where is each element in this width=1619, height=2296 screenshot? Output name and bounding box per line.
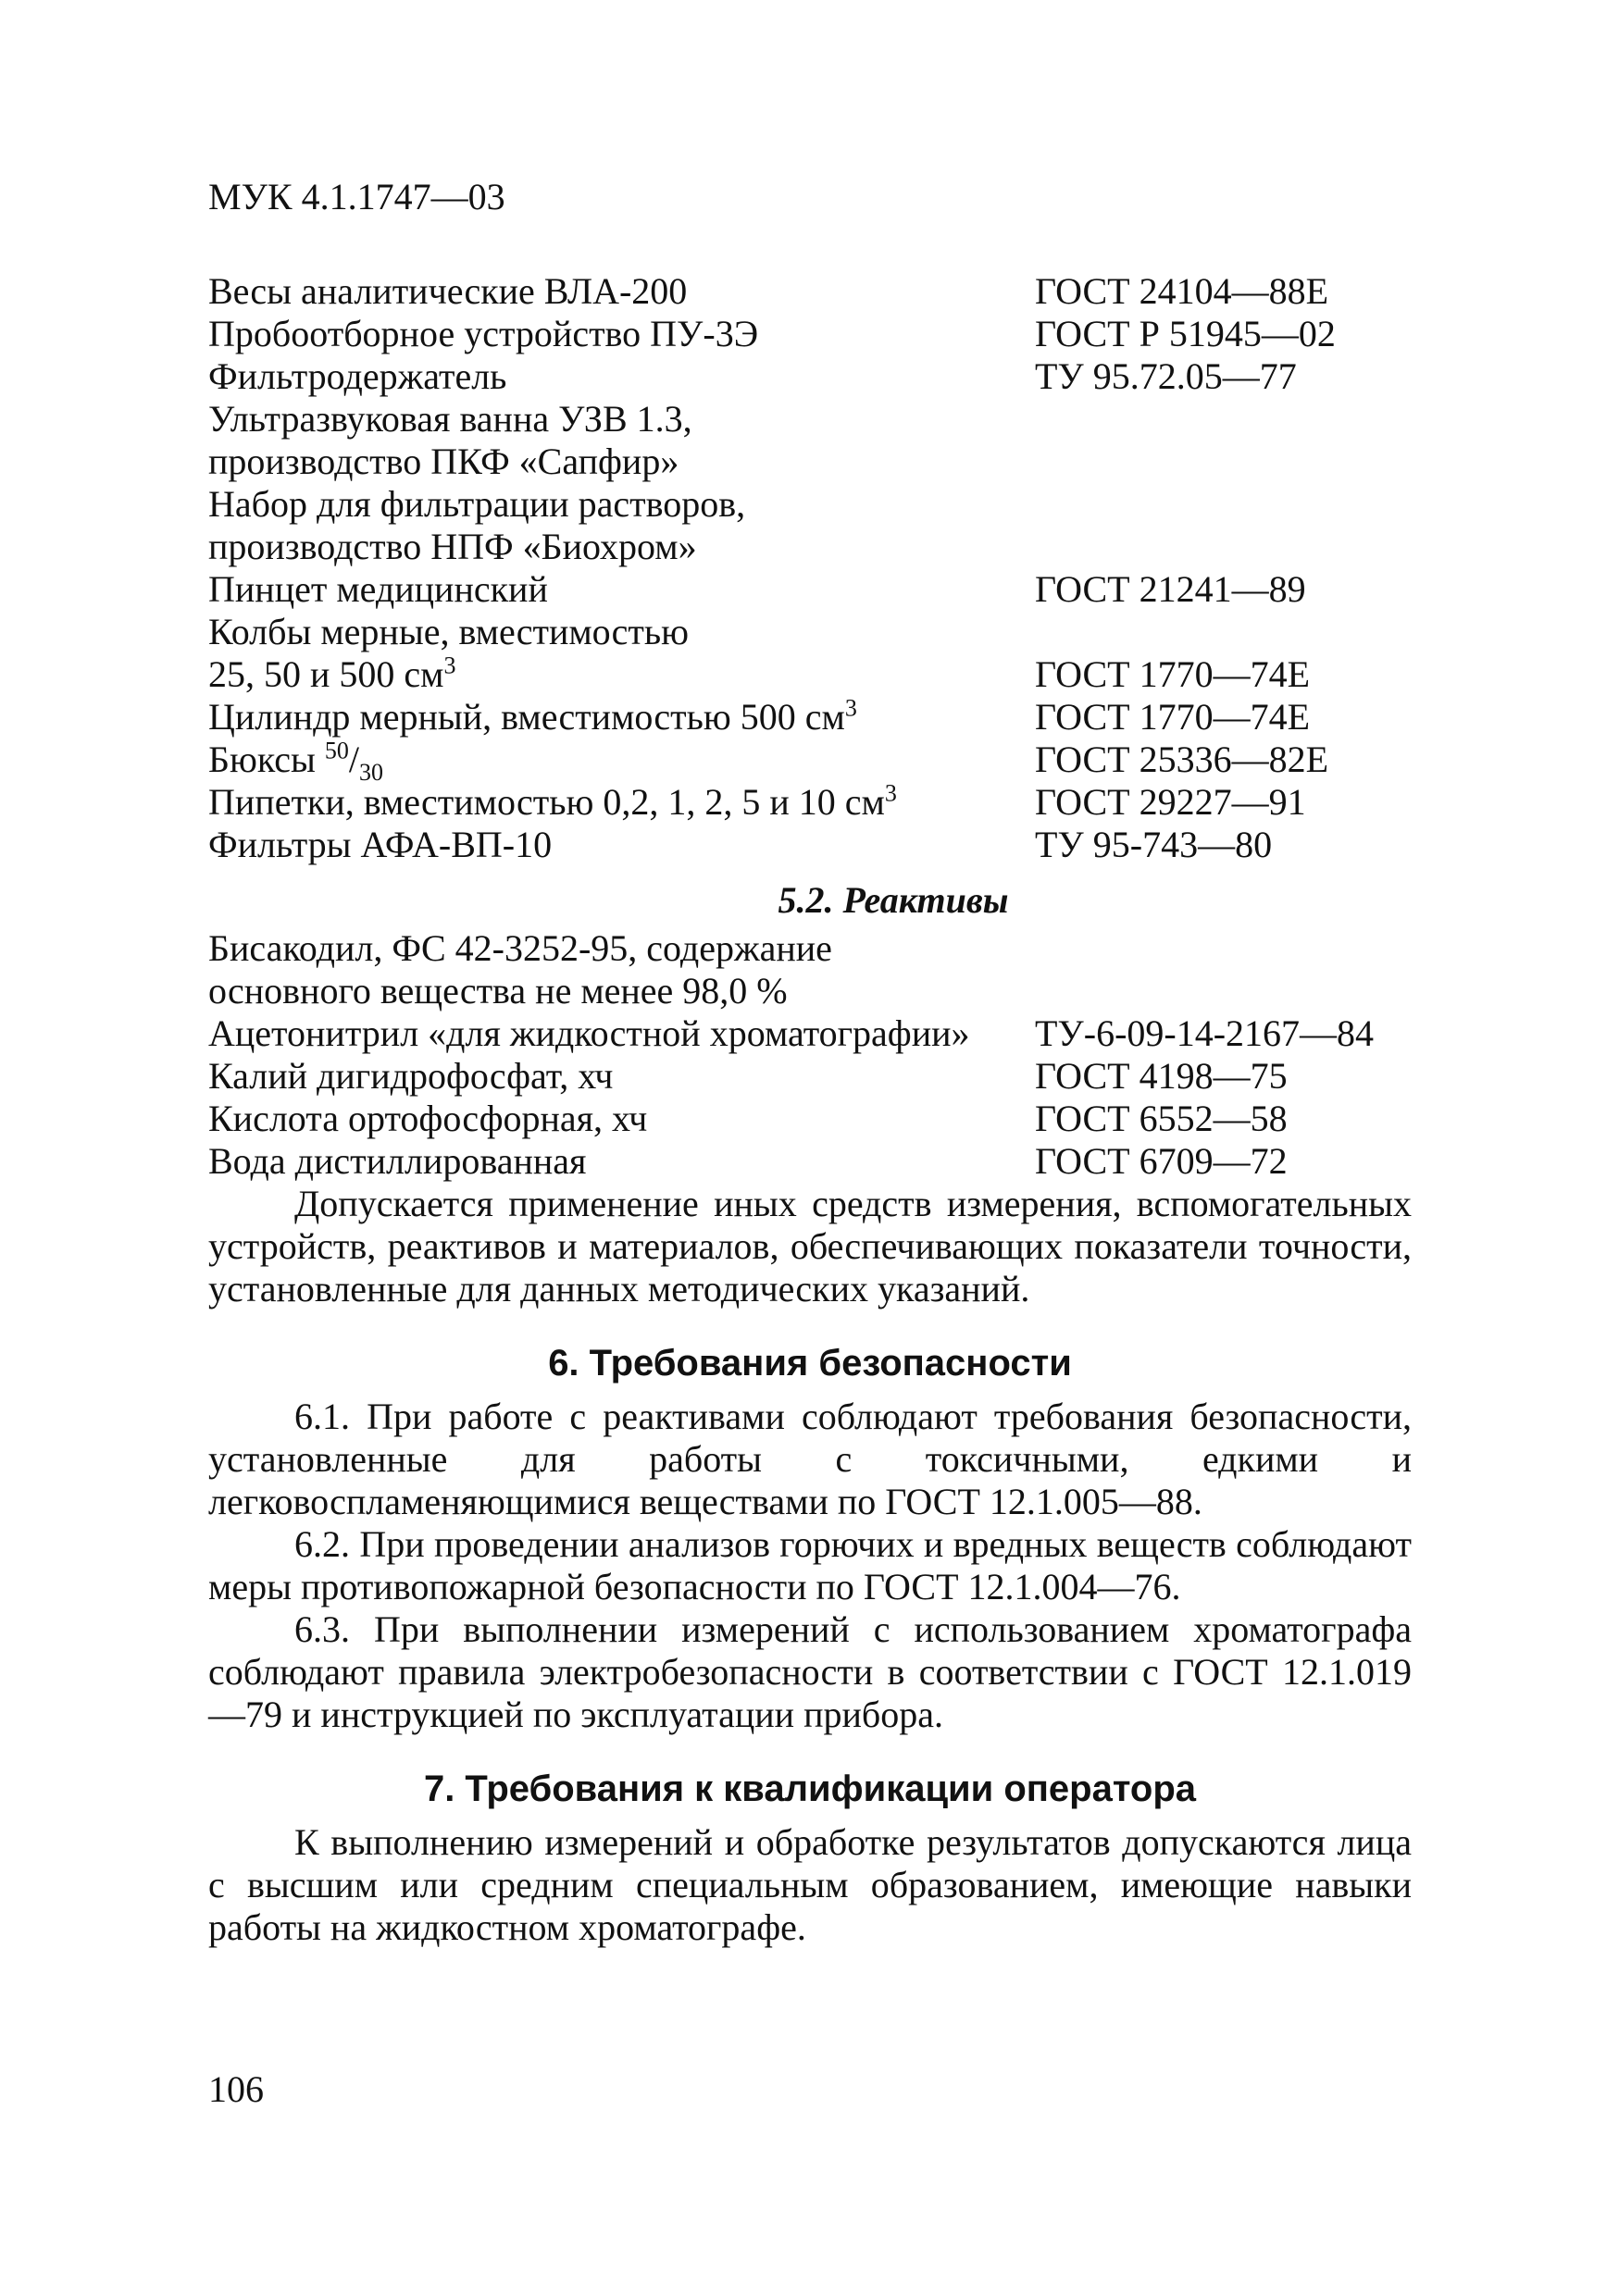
page-number: 106 <box>208 2068 264 2110</box>
equipment-row <box>208 270 1412 313</box>
equipment-name: производство НПФ «Биохром» <box>208 526 697 567</box>
equipment-row <box>208 653 1412 696</box>
reagent-row <box>208 927 1412 970</box>
equipment-name: Фильтры АФА-ВП-10 <box>208 824 553 865</box>
equipment-row <box>208 737 1412 786</box>
equipment-name: Колбы мерные, вместимостью <box>208 611 690 652</box>
equipment-row <box>208 781 1412 824</box>
reagent-standard: ГОСТ 6709—72 <box>1035 1140 1288 1182</box>
equipment-name <box>208 696 1035 738</box>
equipment-row <box>208 611 1412 653</box>
reagent-name: Ацетонитрил «для жидкостной хроматографии» <box>208 1012 970 1054</box>
equipment-row <box>208 355 1412 398</box>
equipment-standard: ГОСТ 21241—89 <box>1035 568 1306 610</box>
reagent-row <box>208 1140 1412 1183</box>
reagent-name: Вода дистиллированная <box>208 1140 587 1182</box>
equipment-row <box>208 483 1412 526</box>
equipment-list <box>208 270 1412 866</box>
equipment-name: Набор для фильтрации растворов, <box>208 483 746 525</box>
document-page <box>208 176 1412 1949</box>
reagent-name: основного вещества не менее 98,0 % <box>208 970 788 1011</box>
equipment-row <box>208 398 1412 441</box>
equipment-name <box>208 781 1035 824</box>
pipettes-text: Пипетки, вместимостью 0,2, 1, 2, 5 и 10 см <box>208 781 885 823</box>
equipment-name <box>208 737 1035 786</box>
reagents-list <box>208 927 1412 1183</box>
unit-superscript: 3 <box>443 652 456 679</box>
fraction-slash: / <box>348 738 360 780</box>
equipment-name <box>208 653 1035 696</box>
equipment-name: Ультразвуковая ванна УЗВ 1.3, <box>208 398 692 440</box>
reagent-standard: ТУ-6-09-14-2167—84 <box>1035 1012 1375 1054</box>
equipment-name: Весы аналитические ВЛА-200 <box>208 270 688 312</box>
reagent-row <box>208 1098 1412 1140</box>
fraction-numerator: 50 <box>324 737 349 764</box>
section-6-paragraph: 6.2. При проведении анализов горючих и вредных веществ соблюдают меры противопожарной безопасности по ГОСТ 12.1.004—76. <box>208 1523 1412 1607</box>
equipment-row <box>208 696 1412 738</box>
equipment-standard: ГОСТ Р 51945—02 <box>1035 313 1336 354</box>
flasks-volume-text: 25, 50 и 500 см <box>208 653 444 695</box>
reagent-row <box>208 1055 1412 1098</box>
equipment-name: Пинцет медицинский <box>208 568 548 610</box>
equipment-standard: ТУ 95-743—80 <box>1035 824 1273 865</box>
reagents-note: Допускается применение иных средств измерения, вспомогательных устройств, реактивов и материалов, обеспечивающих показатели точности, установленные для данных методических указаний. <box>208 1183 1412 1309</box>
equipment-standard: ТУ 95.72.05—77 <box>1035 355 1297 397</box>
section-7-title: 7. Требования к квалификации оператора <box>423 1769 1197 1809</box>
equipment-row <box>208 526 1412 568</box>
reagent-name: Бисакодил, ФС 42-3252-95, содержание <box>208 927 832 969</box>
document-code: МУК 4.1.1747—03 <box>208 176 505 217</box>
reagent-standard: ГОСТ 6552—58 <box>1035 1098 1288 1139</box>
section-7-paragraph: К выполнению измерений и обработке результатов допускаются лица с высшим или средним специальным образованием, имеющие навыки работы на жидкостном хроматографе. <box>208 1821 1412 1948</box>
reagents-heading: 5.2. Реактивы <box>778 879 1009 921</box>
section-6-paragraph: 6.3. При выполнении измерений с использованием хроматографа соблюдают правила электробезопасности в соответствии с ГОСТ 12.1.019—79 и инструкцией по эксплуатации прибора. <box>208 1608 1412 1735</box>
equipment-row <box>208 824 1412 866</box>
reagent-row <box>208 970 1412 1012</box>
weighing-bottles-text: Бюксы <box>208 738 325 780</box>
section-6-paragraph: 6.1. При работе с реактивами соблюдают требования безопасности, установленные для работы с токсичными, едкими и легковоспламеняющимися веществами по ГОСТ 12.1.005—88. <box>208 1396 1412 1522</box>
equipment-standard: ГОСТ 25336—82Е <box>1035 738 1329 780</box>
equipment-name: Фильтродержатель <box>208 355 507 397</box>
equipment-row <box>208 568 1412 611</box>
fraction-denominator: 30 <box>359 759 384 786</box>
section-6-title: 6. Требования безопасности <box>548 1343 1072 1384</box>
reagent-name: Кислота ортофосфорная, хч <box>208 1098 648 1139</box>
equipment-row <box>208 441 1412 483</box>
reagent-row <box>208 1012 1412 1055</box>
equipment-standard: ГОСТ 24104—88Е <box>1035 270 1329 312</box>
cylinder-text: Цилиндр мерный, вместимостью 500 см <box>208 696 845 738</box>
reagent-standard: ГОСТ 4198—75 <box>1035 1055 1288 1097</box>
equipment-row <box>208 313 1412 355</box>
reagent-name: Калий дигидрофосфат, хч <box>208 1055 614 1097</box>
equipment-name: Пробоотборное устройство ПУ-3Э <box>208 313 759 354</box>
unit-superscript: 3 <box>884 779 897 807</box>
equipment-standard: ГОСТ 29227—91 <box>1035 781 1306 823</box>
equipment-standard: ГОСТ 1770—74Е <box>1035 653 1311 695</box>
unit-superscript: 3 <box>844 694 857 722</box>
equipment-standard: ГОСТ 1770—74Е <box>1035 696 1311 738</box>
equipment-name: производство ПКФ «Сапфир» <box>208 441 679 482</box>
